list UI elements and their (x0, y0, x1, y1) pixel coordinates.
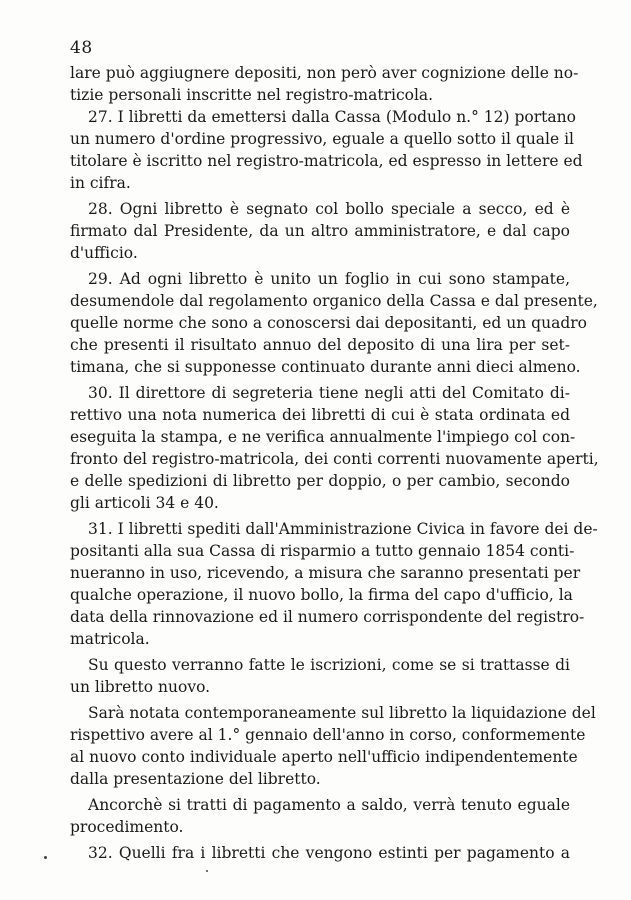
text-line: Su questo verranno fatte le iscrizioni, come se si trattasse di (88, 656, 570, 674)
text-line: 30. Il direttore di segreteria tiene negli atti del Comitato di- (88, 384, 570, 402)
text-line: Sarà notata contemporaneamente sul libretto la liquidazione del (88, 704, 596, 722)
text-line: matricola. (70, 630, 150, 648)
paper-speck (206, 870, 208, 872)
page-number: 48 (70, 38, 93, 58)
text-line: desumendole dal regolamento organico della Cassa e dal presente, (70, 292, 598, 310)
text-line: lare può aggiugnere depositi, non però aver cognizione delle no- (70, 64, 579, 82)
text-line: positanti alla sua Cassa di risparmio a tutto gennaio 1854 conti- (70, 542, 575, 560)
text-line: nueranno in uso, ricevendo, a misura che saranno presentati per (70, 564, 581, 582)
text-line: eseguita la stampa, e ne verifica annualmente l'impiego col con- (70, 428, 576, 446)
text-line: 27. I libretti da emettersi dalla Cassa (Modulo n.° 12) portano (88, 108, 576, 126)
text-line: firmato dal Presidente, da un altro amministratore, e dal capo (70, 222, 570, 240)
text-line: data della rinnovazione ed il numero corrispondente del registro- (70, 608, 585, 626)
text-line: Ancorchè si tratti di pagamento a saldo, verrà tenuto eguale (88, 796, 570, 814)
text-line: d'ufficio. (70, 244, 138, 262)
text-line: fronto del registro-matricola, dei conti correnti nuovamente aperti, (70, 450, 599, 468)
text-line: un libretto nuovo. (70, 678, 211, 696)
text-line: 29. Ad ogni libretto è unito un foglio in cui sono stampate, (88, 270, 570, 288)
text-line: qualche operazione, il nuovo bollo, la firma del capo d'ufficio, la (70, 586, 573, 604)
text-line: procedimento. (70, 818, 184, 836)
text-line: gli articoli 34 e 40. (70, 494, 219, 512)
text-line: 31. I libretti spediti dall'Amministrazione Civica in favore dei de- (88, 520, 598, 538)
text-line: in cifra. (70, 174, 131, 192)
text-line: 32. Quelli fra i libretti che vengono estinti per pagamento a (88, 844, 570, 862)
text-line: che presenti il risultato annuo del deposito di una lira per set- (70, 336, 570, 354)
text-line: al nuovo conto individuale aperto nell'ufficio indipendentemente (70, 748, 578, 766)
text-line: rispettivo avere al 1.° gennaio dell'anno in corso, conformemente (70, 726, 586, 744)
text-line: e delle spedizioni di libretto per doppio, o per cambio, secondo (70, 472, 570, 490)
paper-speck (44, 856, 47, 859)
text-line: rettivo una nota numerica dei libretti di cui è stata ordinata ed (70, 406, 570, 424)
text-line: dalla presentazione del libretto. (70, 770, 321, 788)
text-line: 28. Ogni libretto è segnato col bollo speciale a secco, ed è (88, 200, 570, 218)
text-line: quelle norme che sono a conoscersi dai depositanti, ed un quadro (70, 314, 587, 332)
body-text (70, 62, 599, 864)
text-line: timana, che si supponesse continuato durante anni dieci almeno. (70, 358, 581, 376)
text-line: titolare è iscritto nel registro-matricola, ed espresso in lettere ed (70, 152, 583, 170)
text-line: un numero d'ordine progressivo, eguale a quello sotto il quale il (70, 130, 575, 148)
text-line: tizie personali inscritte nel registro-matricola. (70, 86, 434, 104)
